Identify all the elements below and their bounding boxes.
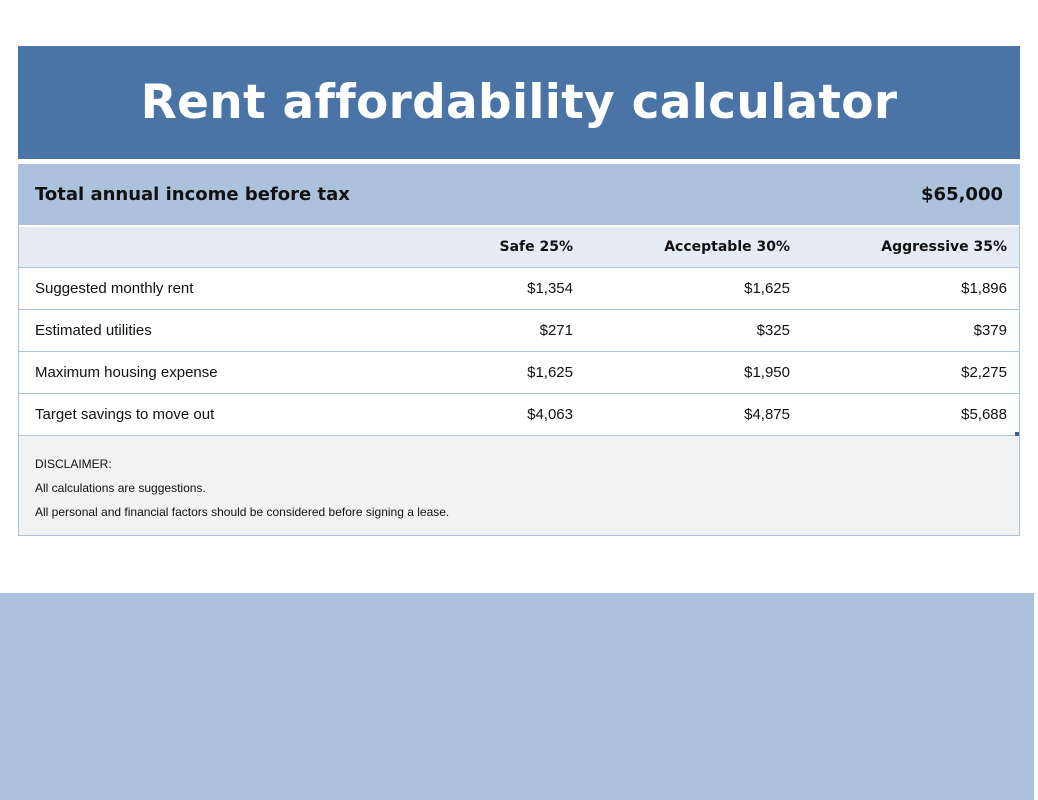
header-acceptable: Acceptable 30% xyxy=(664,239,790,255)
safe-value-cell[interactable]: $271 xyxy=(539,322,573,339)
income-value-cell[interactable]: $65,000 xyxy=(921,184,1003,205)
table-row xyxy=(19,268,1019,310)
income-label: Total annual income before tax xyxy=(35,184,350,205)
acceptable-value-cell[interactable]: $325 xyxy=(756,322,790,339)
aggressive-value-cell[interactable]: $2,275 xyxy=(961,364,1007,381)
aggressive-value-cell[interactable]: $5,688 xyxy=(961,406,1007,423)
bottom-color-band xyxy=(0,593,1034,800)
safe-value-cell[interactable]: $1,354 xyxy=(527,280,573,297)
acceptable-value-cell[interactable]: $1,950 xyxy=(744,364,790,381)
row-label: Target savings to move out xyxy=(35,406,215,423)
safe-value-cell[interactable]: $4,063 xyxy=(527,406,573,423)
row-label: Maximum housing expense xyxy=(35,364,218,381)
disclaimer-heading: DISCLAIMER: xyxy=(35,457,112,471)
row-label: Suggested monthly rent xyxy=(35,280,194,297)
calculator-table xyxy=(18,164,1020,536)
page-title: Rent affordability calculator xyxy=(140,75,898,130)
row-label: Estimated utilities xyxy=(35,322,152,339)
table-row xyxy=(19,352,1019,394)
aggressive-value-cell[interactable]: $1,896 xyxy=(961,280,1007,297)
disclaimer-line: All personal and financial factors should be considered before signing a lease. xyxy=(35,505,450,519)
cell-resize-handle[interactable] xyxy=(1015,432,1019,436)
table-row xyxy=(19,310,1019,352)
disclaimer-line: All calculations are suggestions. xyxy=(35,481,206,495)
acceptable-value-cell[interactable]: $1,625 xyxy=(744,280,790,297)
column-header-row xyxy=(19,227,1019,268)
income-row[interactable] xyxy=(19,164,1019,227)
title-banner xyxy=(18,46,1020,159)
table-row xyxy=(19,394,1019,436)
header-aggressive: Aggressive 35% xyxy=(881,239,1007,255)
aggressive-value-cell[interactable]: $379 xyxy=(973,322,1007,339)
acceptable-value-cell[interactable]: $4,875 xyxy=(744,406,790,423)
header-safe: Safe 25% xyxy=(499,239,573,255)
safe-value-cell[interactable]: $1,625 xyxy=(527,364,573,381)
disclaimer-box xyxy=(19,436,1019,535)
